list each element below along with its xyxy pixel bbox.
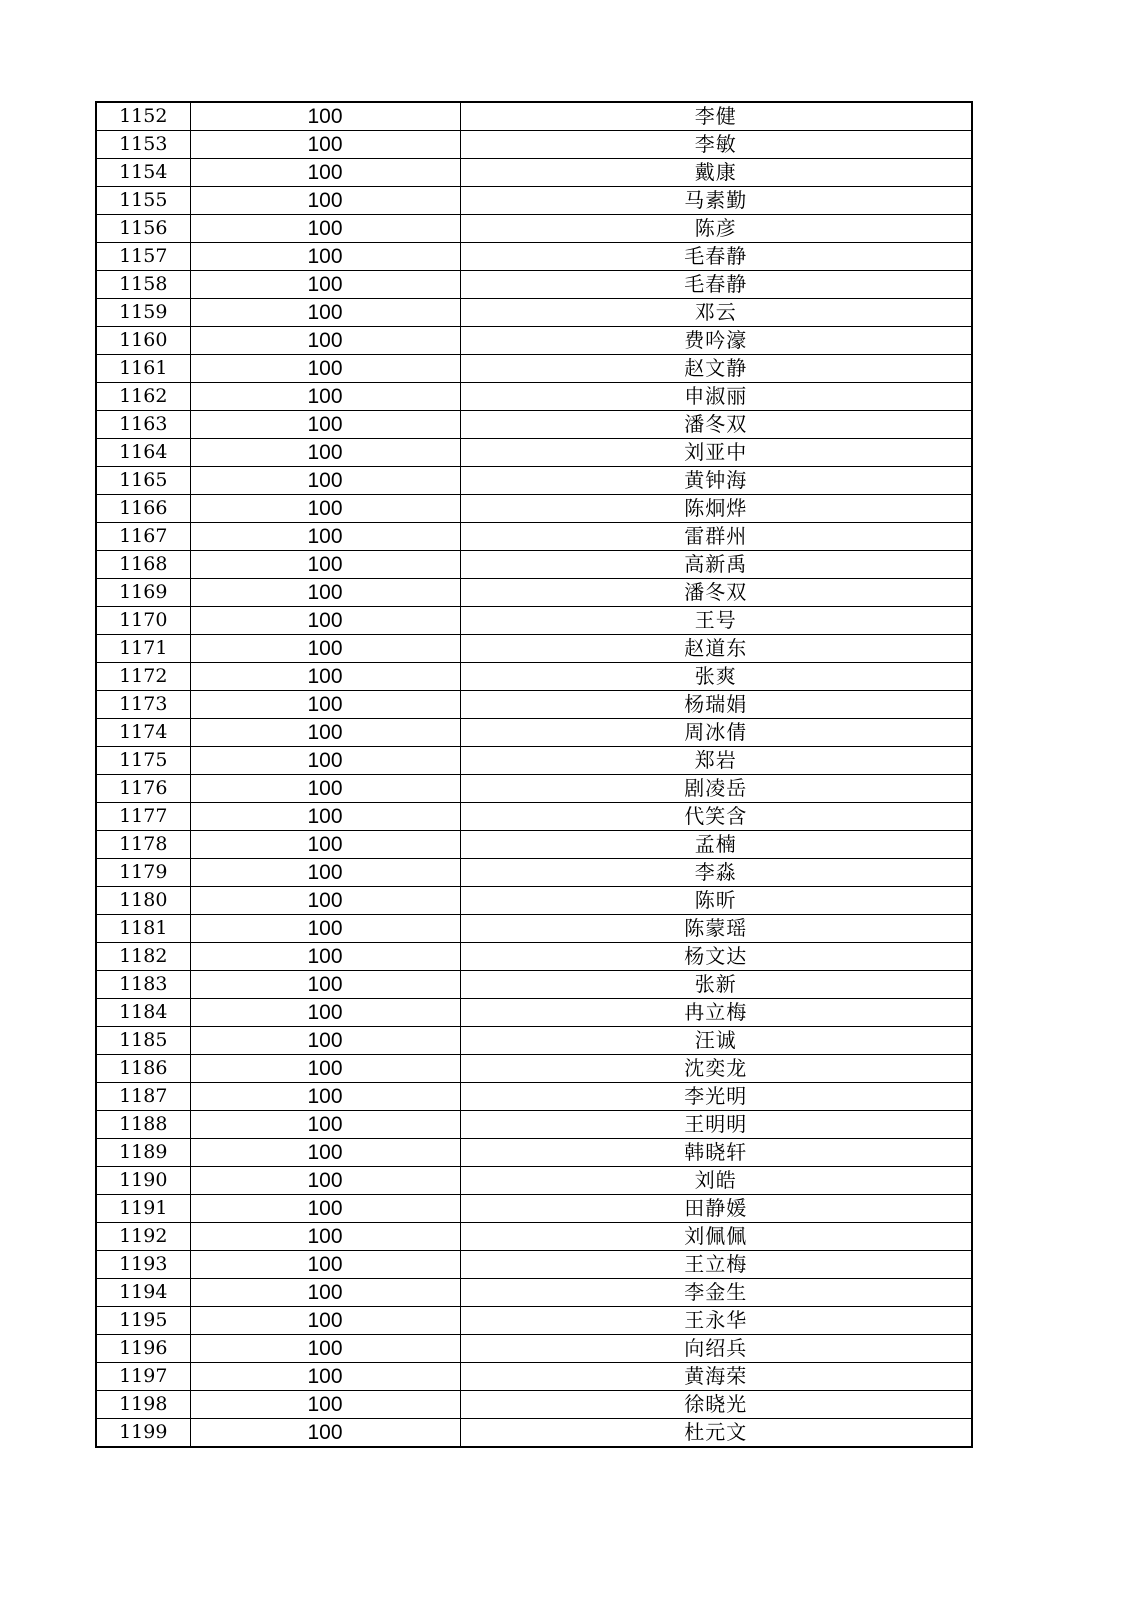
table-row (96, 1223, 972, 1251)
table-row (96, 551, 972, 579)
name-cell: 张爽 (460, 663, 972, 691)
amount-cell: 100 (190, 691, 460, 719)
table-row (96, 719, 972, 747)
table-row (96, 439, 972, 467)
amount-cell: 100 (190, 299, 460, 327)
row-number-cell: 1198 (96, 1391, 190, 1419)
row-number-cell: 1192 (96, 1223, 190, 1251)
row-number-cell: 1183 (96, 971, 190, 999)
amount-cell: 100 (190, 1391, 460, 1419)
amount-cell: 100 (190, 411, 460, 439)
name-cell: 高新禹 (460, 551, 972, 579)
name-cell: 李金生 (460, 1279, 972, 1307)
table-row (96, 1419, 972, 1448)
name-cell: 戴康 (460, 159, 972, 187)
table-row (96, 243, 972, 271)
row-number-cell: 1196 (96, 1335, 190, 1363)
row-number-cell: 1195 (96, 1307, 190, 1335)
name-cell: 刘佩佩 (460, 1223, 972, 1251)
name-cell: 王号 (460, 607, 972, 635)
row-number-cell: 1154 (96, 159, 190, 187)
table-row (96, 747, 972, 775)
amount-cell: 100 (190, 131, 460, 159)
table-row (96, 383, 972, 411)
table-row (96, 971, 972, 999)
table-row (96, 1167, 972, 1195)
amount-cell: 100 (190, 915, 460, 943)
table-row (96, 1139, 972, 1167)
name-cell: 代笑含 (460, 803, 972, 831)
amount-cell: 100 (190, 355, 460, 383)
amount-cell: 100 (190, 187, 460, 215)
row-number-cell: 1170 (96, 607, 190, 635)
amount-cell: 100 (190, 775, 460, 803)
table-row (96, 131, 972, 159)
name-cell: 李光明 (460, 1083, 972, 1111)
table-row (96, 1111, 972, 1139)
table-row (96, 1027, 972, 1055)
name-cell: 费吟濠 (460, 327, 972, 355)
name-cell: 向绍兵 (460, 1335, 972, 1363)
row-number-cell: 1178 (96, 831, 190, 859)
row-number-cell: 1185 (96, 1027, 190, 1055)
name-cell: 雷群州 (460, 523, 972, 551)
name-cell: 赵文静 (460, 355, 972, 383)
table-row (96, 495, 972, 523)
amount-cell: 100 (190, 1223, 460, 1251)
amount-cell: 100 (190, 327, 460, 355)
table-row (96, 803, 972, 831)
table-row (96, 271, 972, 299)
amount-cell: 100 (190, 495, 460, 523)
table-row (96, 1195, 972, 1223)
name-cell: 黄钟海 (460, 467, 972, 495)
amount-cell: 100 (190, 1111, 460, 1139)
name-cell: 申淑丽 (460, 383, 972, 411)
table-row (96, 102, 972, 131)
table-row (96, 1055, 972, 1083)
row-number-cell: 1160 (96, 327, 190, 355)
row-number-cell: 1176 (96, 775, 190, 803)
name-cell: 李敏 (460, 131, 972, 159)
row-number-cell: 1156 (96, 215, 190, 243)
name-cell: 周冰倩 (460, 719, 972, 747)
table-row (96, 355, 972, 383)
table-row (96, 1307, 972, 1335)
table-row (96, 887, 972, 915)
table-row (96, 1251, 972, 1279)
table-row (96, 579, 972, 607)
amount-cell: 100 (190, 607, 460, 635)
row-number-cell: 1187 (96, 1083, 190, 1111)
row-number-cell: 1155 (96, 187, 190, 215)
name-cell: 韩晓轩 (460, 1139, 972, 1167)
row-number-cell: 1180 (96, 887, 190, 915)
amount-cell: 100 (190, 831, 460, 859)
amount-cell: 100 (190, 1419, 460, 1448)
amount-cell: 100 (190, 271, 460, 299)
row-number-cell: 1197 (96, 1363, 190, 1391)
amount-cell: 100 (190, 999, 460, 1027)
table-row (96, 663, 972, 691)
name-cell: 王永华 (460, 1307, 972, 1335)
amount-cell: 100 (190, 1363, 460, 1391)
row-number-cell: 1158 (96, 271, 190, 299)
row-number-cell: 1181 (96, 915, 190, 943)
row-number-cell: 1173 (96, 691, 190, 719)
name-cell: 赵道东 (460, 635, 972, 663)
name-cell: 毛春静 (460, 243, 972, 271)
name-cell: 沈奕龙 (460, 1055, 972, 1083)
name-cell: 潘冬双 (460, 579, 972, 607)
table-row (96, 467, 972, 495)
name-cell: 陈炯烨 (460, 495, 972, 523)
table-row (96, 1391, 972, 1419)
row-number-cell: 1152 (96, 102, 190, 131)
name-cell: 徐晓光 (460, 1391, 972, 1419)
amount-cell: 100 (190, 467, 460, 495)
name-cell: 李淼 (460, 859, 972, 887)
amount-cell: 100 (190, 551, 460, 579)
row-number-cell: 1179 (96, 859, 190, 887)
name-cell: 张新 (460, 971, 972, 999)
row-number-cell: 1190 (96, 1167, 190, 1195)
row-number-cell: 1167 (96, 523, 190, 551)
row-number-cell: 1193 (96, 1251, 190, 1279)
name-cell: 陈蒙瑶 (460, 915, 972, 943)
name-cell: 杨瑞娟 (460, 691, 972, 719)
row-number-cell: 1172 (96, 663, 190, 691)
row-number-cell: 1182 (96, 943, 190, 971)
amount-cell: 100 (190, 1055, 460, 1083)
name-cell: 刘皓 (460, 1167, 972, 1195)
table-row (96, 1335, 972, 1363)
name-cell: 郑岩 (460, 747, 972, 775)
row-number-cell: 1164 (96, 439, 190, 467)
table-row (96, 859, 972, 887)
table-body (96, 102, 972, 1447)
table-row (96, 691, 972, 719)
table-row (96, 635, 972, 663)
table-row (96, 1363, 972, 1391)
table-row (96, 299, 972, 327)
table-row (96, 187, 972, 215)
donation-table (95, 101, 973, 1448)
table-row (96, 159, 972, 187)
row-number-cell: 1188 (96, 1111, 190, 1139)
row-number-cell: 1165 (96, 467, 190, 495)
amount-cell: 100 (190, 887, 460, 915)
name-cell: 孟楠 (460, 831, 972, 859)
name-cell: 毛春静 (460, 271, 972, 299)
row-number-cell: 1194 (96, 1279, 190, 1307)
name-cell: 陈昕 (460, 887, 972, 915)
table-row (96, 999, 972, 1027)
row-number-cell: 1171 (96, 635, 190, 663)
row-number-cell: 1169 (96, 579, 190, 607)
row-number-cell: 1168 (96, 551, 190, 579)
row-number-cell: 1166 (96, 495, 190, 523)
row-number-cell: 1199 (96, 1419, 190, 1448)
name-cell: 马素勤 (460, 187, 972, 215)
amount-cell: 100 (190, 523, 460, 551)
amount-cell: 100 (190, 159, 460, 187)
amount-cell: 100 (190, 971, 460, 999)
amount-cell: 100 (190, 1083, 460, 1111)
table-row (96, 607, 972, 635)
amount-cell: 100 (190, 943, 460, 971)
name-cell: 潘冬双 (460, 411, 972, 439)
row-number-cell: 1157 (96, 243, 190, 271)
row-number-cell: 1153 (96, 131, 190, 159)
name-cell: 李健 (460, 102, 972, 131)
row-number-cell: 1159 (96, 299, 190, 327)
table-row (96, 1279, 972, 1307)
amount-cell: 100 (190, 1139, 460, 1167)
name-cell: 刘亚中 (460, 439, 972, 467)
name-cell: 王明明 (460, 1111, 972, 1139)
row-number-cell: 1186 (96, 1055, 190, 1083)
amount-cell: 100 (190, 215, 460, 243)
row-number-cell: 1162 (96, 383, 190, 411)
amount-cell: 100 (190, 1279, 460, 1307)
row-number-cell: 1191 (96, 1195, 190, 1223)
name-cell: 黄海荣 (460, 1363, 972, 1391)
amount-cell: 100 (190, 1027, 460, 1055)
row-number-cell: 1189 (96, 1139, 190, 1167)
amount-cell: 100 (190, 719, 460, 747)
amount-cell: 100 (190, 635, 460, 663)
row-number-cell: 1161 (96, 355, 190, 383)
amount-cell: 100 (190, 383, 460, 411)
name-cell: 汪诚 (460, 1027, 972, 1055)
name-cell: 邓云 (460, 299, 972, 327)
row-number-cell: 1163 (96, 411, 190, 439)
row-number-cell: 1175 (96, 747, 190, 775)
name-cell: 田静媛 (460, 1195, 972, 1223)
amount-cell: 100 (190, 1251, 460, 1279)
table-row (96, 831, 972, 859)
table-row (96, 327, 972, 355)
name-cell: 陈彦 (460, 215, 972, 243)
amount-cell: 100 (190, 803, 460, 831)
amount-cell: 100 (190, 243, 460, 271)
table-row (96, 411, 972, 439)
row-number-cell: 1177 (96, 803, 190, 831)
amount-cell: 100 (190, 859, 460, 887)
table-row (96, 215, 972, 243)
table-row (96, 775, 972, 803)
table-row (96, 523, 972, 551)
amount-cell: 100 (190, 663, 460, 691)
name-cell: 王立梅 (460, 1251, 972, 1279)
table-row (96, 1083, 972, 1111)
name-cell: 剧凌岳 (460, 775, 972, 803)
amount-cell: 100 (190, 1307, 460, 1335)
name-cell: 杨文达 (460, 943, 972, 971)
amount-cell: 100 (190, 747, 460, 775)
name-cell: 冉立梅 (460, 999, 972, 1027)
amount-cell: 100 (190, 1335, 460, 1363)
table-row (96, 915, 972, 943)
amount-cell: 100 (190, 1167, 460, 1195)
name-cell: 杜元文 (460, 1419, 972, 1448)
row-number-cell: 1174 (96, 719, 190, 747)
table-row (96, 943, 972, 971)
amount-cell: 100 (190, 439, 460, 467)
row-number-cell: 1184 (96, 999, 190, 1027)
amount-cell: 100 (190, 1195, 460, 1223)
amount-cell: 100 (190, 102, 460, 131)
amount-cell: 100 (190, 579, 460, 607)
